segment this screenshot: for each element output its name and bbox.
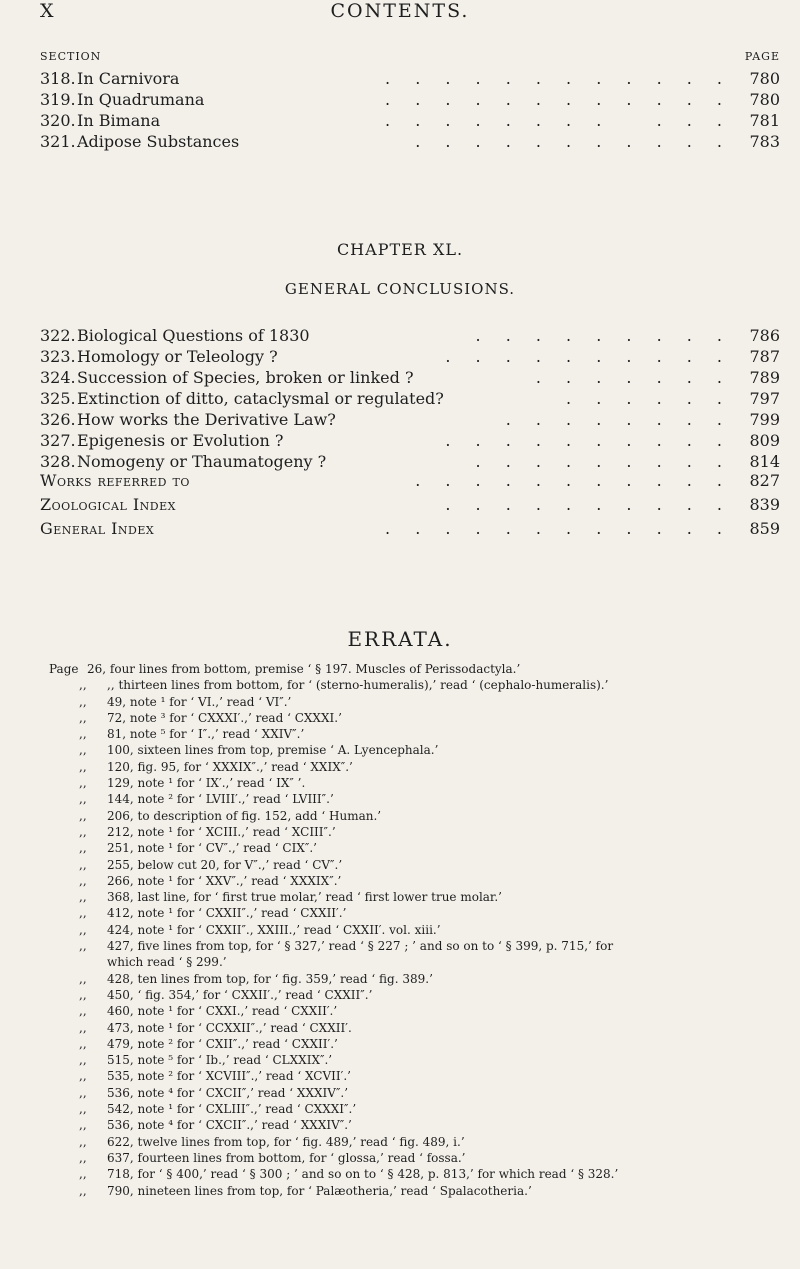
page-number: 809 xyxy=(749,431,780,450)
errata-entry xyxy=(79,905,784,921)
section-title: Succession of Species, broken or linked ? xyxy=(77,368,414,387)
ditto-mark: ,, xyxy=(79,694,87,709)
ditto-mark: ,, xyxy=(79,1053,87,1068)
errata-text: 368, last line, for ‘ first true molar,’ read ‘ first lower true molar.’ xyxy=(107,890,502,905)
ditto-mark: ,, xyxy=(79,824,87,839)
errata-text: 206, to description of fig. 152, add ‘ Human.’ xyxy=(107,808,382,823)
errata-text: which read ‘ § 299.’ xyxy=(107,955,227,970)
errata-text: 473, note ¹ for ‘ CCXXII″.,’ read ‘ CXXII′. xyxy=(107,1020,352,1035)
errata-entry xyxy=(79,938,784,954)
section-number: 327. xyxy=(40,431,76,450)
errata-text: 266, note ¹ for ‘ XXV″.,’ read ‘ XXXIX″.’ xyxy=(107,873,342,888)
leader-dots: . . . . . . . . . . xyxy=(445,347,732,366)
leader-dots: . . . . . . . . . xyxy=(475,452,732,471)
running-header xyxy=(0,0,800,26)
entry-title: Works referred to xyxy=(40,471,190,490)
page-number: 780 xyxy=(749,69,780,88)
section-number: 324. xyxy=(40,368,76,387)
errata-entry xyxy=(79,710,784,726)
page-number: 797 xyxy=(749,389,780,408)
errata-entry xyxy=(79,1101,784,1117)
leader-dots: . . . . . . . . . xyxy=(475,326,732,345)
errata-entry xyxy=(79,1068,784,1084)
errata-entry xyxy=(79,1150,784,1166)
errata-text: 424, note ¹ for ‘ CXXII″., XXIII.,’ read ‘ CXXII′. vol. xiii.’ xyxy=(107,922,441,937)
ditto-mark: ,, xyxy=(79,922,87,937)
section-number: 322. xyxy=(40,326,76,345)
errata-entry xyxy=(79,987,784,1003)
leader-dots: . . . . . . xyxy=(566,389,732,408)
toc-entry[interactable] xyxy=(40,469,780,493)
ditto-mark: ,, xyxy=(79,1102,87,1117)
toc-entry[interactable] xyxy=(40,430,780,451)
section-number: 328. xyxy=(40,452,76,471)
toc-entry[interactable] xyxy=(40,517,780,541)
errata-entry xyxy=(79,1052,784,1068)
errata-text: 49, note ¹ for ‘ VI.,’ read ‘ VI″.’ xyxy=(107,694,292,709)
leader-dots: . . . . . . . . . . . xyxy=(415,132,732,151)
errata-text: 251, note ¹ for ‘ CV″.,’ read ‘ CIX″.’ xyxy=(107,841,317,856)
errata-text: 718, for ‘ § 400,’ read ‘ § 300 ; ’ and so on to ‘ § 428, p. 813,’ for which read ‘ § 328.’ xyxy=(107,1167,619,1182)
ditto-mark: ,, xyxy=(79,890,87,905)
errata-entry xyxy=(79,1020,784,1036)
leader-dots: . . . . . . . . . . . . xyxy=(385,519,732,538)
errata-entry xyxy=(79,759,784,775)
errata-entry xyxy=(79,1036,784,1052)
toc-entry[interactable] xyxy=(40,325,780,346)
errata-text: ,, thirteen lines from bottom, for ‘ (sterno-humeralis),’ read ‘ (cephalo-humeralis).’ xyxy=(107,678,609,693)
ditto-mark: ,, xyxy=(79,1004,87,1019)
errata-entry xyxy=(79,1134,784,1150)
page-number: 827 xyxy=(749,471,780,490)
page-number: 786 xyxy=(749,326,780,345)
contents-list-chapter xyxy=(40,325,780,472)
ditto-mark: ,, xyxy=(79,759,87,774)
ditto-mark: ,, xyxy=(79,857,87,872)
toc-entry[interactable] xyxy=(40,131,780,152)
ditto-mark: ,, xyxy=(79,1167,87,1182)
errata-entry xyxy=(79,775,784,791)
errata-page-label: Page xyxy=(49,662,79,676)
section-column-label: SECTION xyxy=(40,50,102,63)
ditto-mark: ,, xyxy=(79,678,87,693)
errata-entry xyxy=(79,889,784,905)
section-title: Adipose Substances xyxy=(77,132,240,151)
errata-text: 427, five lines from top, for ‘ § 327,’ read ‘ § 227 ; ’ and so on to ‘ § 399, p. 715,’ for xyxy=(107,939,614,954)
leader-dots: . . . . . . . . . . xyxy=(445,431,732,450)
section-title: In Carnivora xyxy=(77,69,180,88)
section-number: 323. xyxy=(40,347,76,366)
errata-text: 412, note ¹ for ‘ CXXII″.,’ read ‘ CXXII′.’ xyxy=(107,906,347,921)
page-number: 799 xyxy=(749,410,780,429)
leader-dots: . . . . . . . . xyxy=(505,410,732,429)
ditto-mark: ,, xyxy=(79,939,87,954)
section-number: 319. xyxy=(40,90,76,109)
errata-text: 100, sixteen lines from top, premise ‘ A. Lyencephala.’ xyxy=(107,743,439,758)
ditto-mark: ,, xyxy=(79,873,87,888)
toc-entry[interactable] xyxy=(40,89,780,110)
errata-entry xyxy=(79,824,784,840)
section-number: 326. xyxy=(40,410,76,429)
errata-entry xyxy=(79,791,784,807)
errata-text: 515, note ⁵ for ‘ Ib.,’ read ‘ CLXXIX″.’ xyxy=(107,1053,333,1068)
errata-text: 72, note ³ for ‘ CXXXI′.,’ read ‘ CXXXI.’ xyxy=(107,710,342,725)
leader-dots: . . . . . . . . . . . xyxy=(385,111,732,130)
ditto-mark: ,, xyxy=(79,1036,87,1051)
errata-text: 144, note ² for ‘ LVIII′.,’ read ‘ LVIII″.’ xyxy=(107,792,334,807)
errata-entry xyxy=(79,694,784,710)
errata-list xyxy=(49,661,784,1199)
contents-list-top xyxy=(40,68,780,152)
errata-entry xyxy=(79,840,784,856)
ditto-mark: ,, xyxy=(79,841,87,856)
ditto-mark: ,, xyxy=(79,1150,87,1165)
leader-dots: . . . . . . . . . . xyxy=(445,495,732,514)
section-title: Epigenesis or Evolution ? xyxy=(77,431,284,450)
page-number: 781 xyxy=(749,111,780,130)
section-title: Extinction of ditto, cataclysmal or regulated? xyxy=(77,389,444,408)
ditto-mark: ,, xyxy=(79,987,87,1002)
page-number: 787 xyxy=(749,347,780,366)
chapter-heading: CHAPTER XL. xyxy=(336,240,464,259)
errata-text: 622, twelve lines from top, for ‘ fig. 489,’ read ‘ fig. 489, i.’ xyxy=(107,1134,465,1149)
leader-dots: . . . . . . . xyxy=(535,368,732,387)
errata-text: 460, note ¹ for ‘ CXXI.,’ read ‘ CXXII′.’ xyxy=(107,1004,338,1019)
errata-entry xyxy=(79,1183,784,1199)
errata-entry xyxy=(79,1085,784,1101)
errata-entry xyxy=(79,808,784,824)
toc-entry[interactable] xyxy=(40,110,780,131)
ditto-mark: ,, xyxy=(79,776,87,791)
page-title: CONTENTS. xyxy=(330,0,470,22)
column-labels xyxy=(40,50,780,64)
ditto-mark: ,, xyxy=(79,971,87,986)
ditto-mark: ,, xyxy=(79,1085,87,1100)
ditto-mark: ,, xyxy=(79,1069,87,1084)
section-number: 320. xyxy=(40,111,76,130)
section-title: Biological Questions of 1830 xyxy=(77,326,310,345)
ditto-mark: ,, xyxy=(79,1020,87,1035)
ditto-mark: ,, xyxy=(79,906,87,921)
errata-entry xyxy=(49,661,784,677)
errata-text: 536, note ⁴ for ‘ CXCII″,’ read ‘ XXXIV″.’ xyxy=(107,1085,349,1100)
toc-entry[interactable] xyxy=(40,409,780,430)
ditto-mark: ,, xyxy=(79,710,87,725)
section-title: Homology or Teleology ? xyxy=(77,347,278,366)
page-number: 789 xyxy=(749,368,780,387)
back-matter-list xyxy=(40,469,780,541)
errata-text: 212, note ¹ for ‘ XCIII.,’ read ‘ XCIII″.’ xyxy=(107,824,336,839)
page-column-label: PAGE xyxy=(744,50,780,63)
errata-text: 535, note ² for ‘ XCVIII″.,’ read ‘ XCVII′.’ xyxy=(107,1069,351,1084)
section-number: 325. xyxy=(40,389,76,408)
ditto-mark: ,, xyxy=(79,1118,87,1133)
errata-entry xyxy=(79,742,784,758)
errata-entry xyxy=(79,873,784,889)
toc-entry[interactable] xyxy=(40,367,780,388)
page-number: 859 xyxy=(749,519,780,538)
section-title: In Quadrumana xyxy=(77,90,205,109)
errata-text: 81, note ⁵ for ‘ I″.,’ read ‘ XXIV″.’ xyxy=(107,727,305,742)
errata-text: 428, ten lines from top, for ‘ fig. 359,’ read ‘ fig. 389.’ xyxy=(107,971,433,986)
errata-text: 542, note ¹ for ‘ CXLIII″.,’ read ‘ CXXXI″.’ xyxy=(107,1102,357,1117)
entry-title: Zoological Index xyxy=(40,495,176,514)
section-title: In Bimana xyxy=(77,111,161,130)
toc-entry[interactable] xyxy=(40,388,780,409)
errata-entry xyxy=(79,971,784,987)
errata-text: 120, fig. 95, for ‘ XXXIX″.,’ read ‘ XXIX″.’ xyxy=(107,759,353,774)
ditto-mark: ,, xyxy=(79,727,87,742)
page-number: 839 xyxy=(749,495,780,514)
errata-entry xyxy=(79,726,784,742)
toc-entry[interactable] xyxy=(40,346,780,367)
errata-text: 536, note ⁴ for ‘ CXCII″.,’ read ‘ XXXIV″.’ xyxy=(107,1118,352,1133)
errata-text: 790, nineteen lines from top, for ‘ Palæotheria,’ read ‘ Spalacotheria.’ xyxy=(107,1183,532,1198)
errata-entry xyxy=(79,954,784,970)
errata-text: 450, ‘ fig. 354,’ for ‘ CXXII′.,’ read ‘ CXXII″.’ xyxy=(107,987,373,1002)
leader-dots: . . . . . . . . . . . . xyxy=(385,90,732,109)
errata-text: 637, fourteen lines from bottom, for ‘ glossa,’ read ‘ fossa.’ xyxy=(107,1150,466,1165)
errata-entry xyxy=(79,677,784,693)
section-title: How works the Derivative Law? xyxy=(77,410,336,429)
leader-dots: . . . . . . . . . . . xyxy=(415,471,732,490)
ditto-mark: ,, xyxy=(79,792,87,807)
errata-text: 255, below cut 20, for V″.,’ read ‘ CV″.’ xyxy=(107,857,343,872)
errata-text: 129, note ¹ for ‘ IX′.,’ read ‘ IX″ ’. xyxy=(107,776,306,791)
chapter-subtitle: GENERAL CONCLUSIONS. xyxy=(284,280,516,298)
errata-text: 26, four lines from bottom, premise ‘ § 197. Muscles of Perissodactyla.’ xyxy=(87,662,521,676)
ditto-mark: ,, xyxy=(79,808,87,823)
entry-title: General Index xyxy=(40,519,155,538)
errata-entry xyxy=(79,857,784,873)
page-number: 780 xyxy=(749,90,780,109)
errata-entry xyxy=(79,1003,784,1019)
errata-text: 479, note ² for ‘ CXII″.,’ read ‘ CXXII′.’ xyxy=(107,1036,338,1051)
errata-heading: ERRATA. xyxy=(347,627,453,651)
errata-entry xyxy=(79,922,784,938)
page-number: 783 xyxy=(749,132,780,151)
section-number: 321. xyxy=(40,132,76,151)
section-number: 318. xyxy=(40,69,76,88)
toc-entry[interactable] xyxy=(40,68,780,89)
leader-dots: . . . . . . . . . . . . xyxy=(385,69,732,88)
ditto-mark: ,, xyxy=(79,1183,87,1198)
toc-entry[interactable] xyxy=(40,493,780,517)
errata-entry xyxy=(79,1117,784,1133)
errata-entry xyxy=(79,1166,784,1182)
ditto-mark: ,, xyxy=(79,1134,87,1149)
ditto-mark: ,, xyxy=(79,743,87,758)
section-title: Nomogeny or Thaumatogeny ? xyxy=(77,452,327,471)
roman-page-number: X xyxy=(40,0,55,22)
page-number: 814 xyxy=(749,452,780,471)
